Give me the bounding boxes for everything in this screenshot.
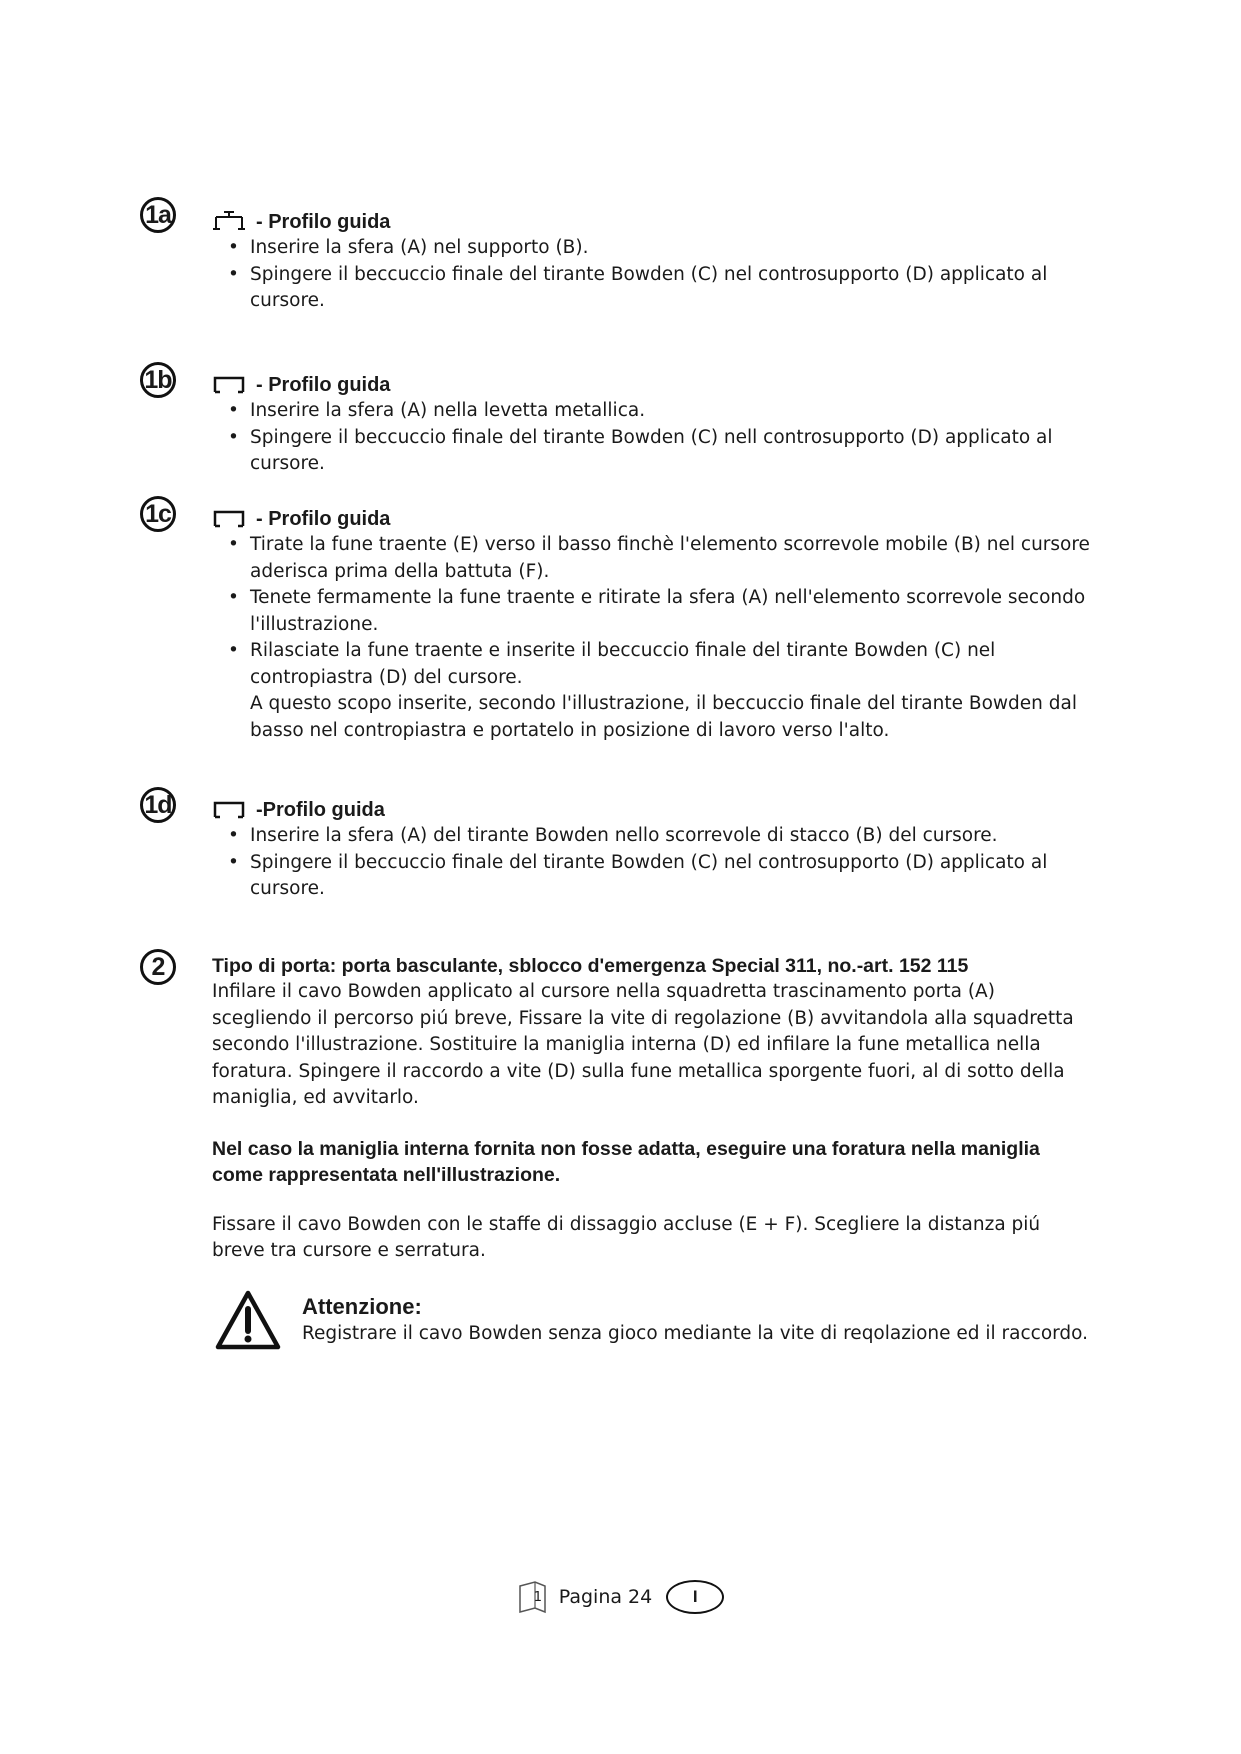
- list-item: • Tenete fermamente la fune traente e ritirate la sfera (A) nell'elemento scorrevole secondo l'illustrazione.: [228, 587, 1086, 635]
- section-2-paragraph-2: Fissare il cavo Bowden con le staffe di dissaggio accluse (E + F). Scegliere la distanza piú breve tra cursore e serratura.: [212, 1213, 1041, 1261]
- page-icon: [517, 1580, 547, 1614]
- section-1d-list: [212, 823, 1092, 903]
- section-1b-title: - Profilo guida: [256, 374, 391, 396]
- section-1c: [212, 506, 1092, 744]
- language-badge: I: [666, 1580, 724, 1614]
- list-item: • Inserire la sfera (A) nel supporto (B).: [228, 237, 589, 258]
- rail-profile-c-icon: [212, 799, 246, 821]
- list-item: • Rilasciate la fune traente e inserite il beccuccio finale del tirante Bowden (C) nel contropiastra (D) del cursore.: [228, 640, 996, 688]
- section-2: [212, 953, 1092, 1265]
- section-1a: [212, 209, 1092, 315]
- section-1c-heading: [212, 506, 1092, 532]
- list-item: • Spingere il beccuccio finale del tirante Bowden (C) nel controsupporto (D) applicato al cursore.: [228, 263, 1048, 311]
- step-badge-1c: 1c: [140, 496, 176, 532]
- step-badge-1a: 1a: [140, 197, 176, 233]
- book-page-icon: [517, 1580, 547, 1614]
- warning-text: Registrare il cavo Bowden senza gioco mediante la vite di reqolazione ed il raccordo.: [302, 1323, 1089, 1344]
- rail-profile-c-icon: [212, 508, 246, 530]
- page-footer: [0, 1580, 1241, 1614]
- section-1c-continuation: A questo scopo inserite, secondo l'illustrazione, il beccuccio finale del tirante Bowden dal basso nel contropiastra e portatelo in posizione di lavoro verso l'alto.: [250, 693, 1077, 741]
- section-1d-title: -Profilo guida: [256, 799, 385, 821]
- section-1b: [212, 372, 1092, 478]
- rail-profile-c-icon: [212, 374, 246, 396]
- section-2-paragraph: Infilare il cavo Bowden applicato al cursore nella squadretta trascinamento porta (A) scegliendo il percorso piú breve, Fissare la vite di regolazione (B) avvitandola alla squadretta secondo l'illustrazione. Sostituire la maniglia interna (D) ed infilare la fune metallica nella foratura. Spingere il raccordo a vite (D) sulla fune metallica sporgente fuori, al di sotto della maniglia, ed avvitarlo.: [212, 981, 1074, 1108]
- section-1d-heading: [212, 797, 1092, 823]
- step-badge-2: 2: [140, 949, 176, 985]
- section-2-heading: Tipo di porta: porta basculante, sblocco d'emergenza Special 311, no.-art. 152 115: [212, 955, 969, 977]
- list-item: • Tirate la fune traente (E) verso il basso finchè l'elemento scorrevole mobile (B) nel cursore aderisca prima della battuta (F).: [228, 534, 1090, 582]
- list-item: • Spingere il beccuccio finale del tirante Bowden (C) nell controsupporto (D) applicato al cursore.: [228, 426, 1053, 474]
- section-1c-title: - Profilo guida: [256, 508, 391, 530]
- section-2-bold-note: Nel caso la maniglia interna fornita non fosse adatta, eseguire una foratura nella maniglia come rappresentata nell'illustrazione.: [212, 1137, 1040, 1186]
- rail-profile-t-icon: [212, 209, 246, 235]
- section-1b-list: [212, 398, 1092, 478]
- list-item: • Spingere il beccuccio finale del tirante Bowden (C) nel controsupporto (D) applicato al cursore.: [228, 851, 1048, 899]
- warning-box: [302, 1293, 1122, 1348]
- section-1a-title: - Profilo guida: [256, 211, 391, 233]
- list-item: • Inserire la sfera (A) del tirante Bowden nello scorrevole di stacco (B) del cursore.: [228, 825, 998, 846]
- step-badge-1d: 1d: [140, 787, 176, 823]
- warning-triangle-icon: [214, 1289, 282, 1351]
- step-badge-1b: 1b: [140, 362, 176, 398]
- section-1d: [212, 797, 1092, 903]
- page-number: Pagina 24: [558, 1586, 653, 1608]
- section-1a-list: [212, 235, 1092, 315]
- warning-title: Attenzione:: [302, 1294, 422, 1319]
- section-1a-heading: [212, 209, 1092, 235]
- section-1c-list: [212, 532, 1092, 691]
- list-item: • Inserire la sfera (A) nella levetta metallica.: [228, 400, 646, 421]
- page-icon-number: 1: [533, 1590, 543, 1605]
- section-1b-heading: [212, 372, 1092, 398]
